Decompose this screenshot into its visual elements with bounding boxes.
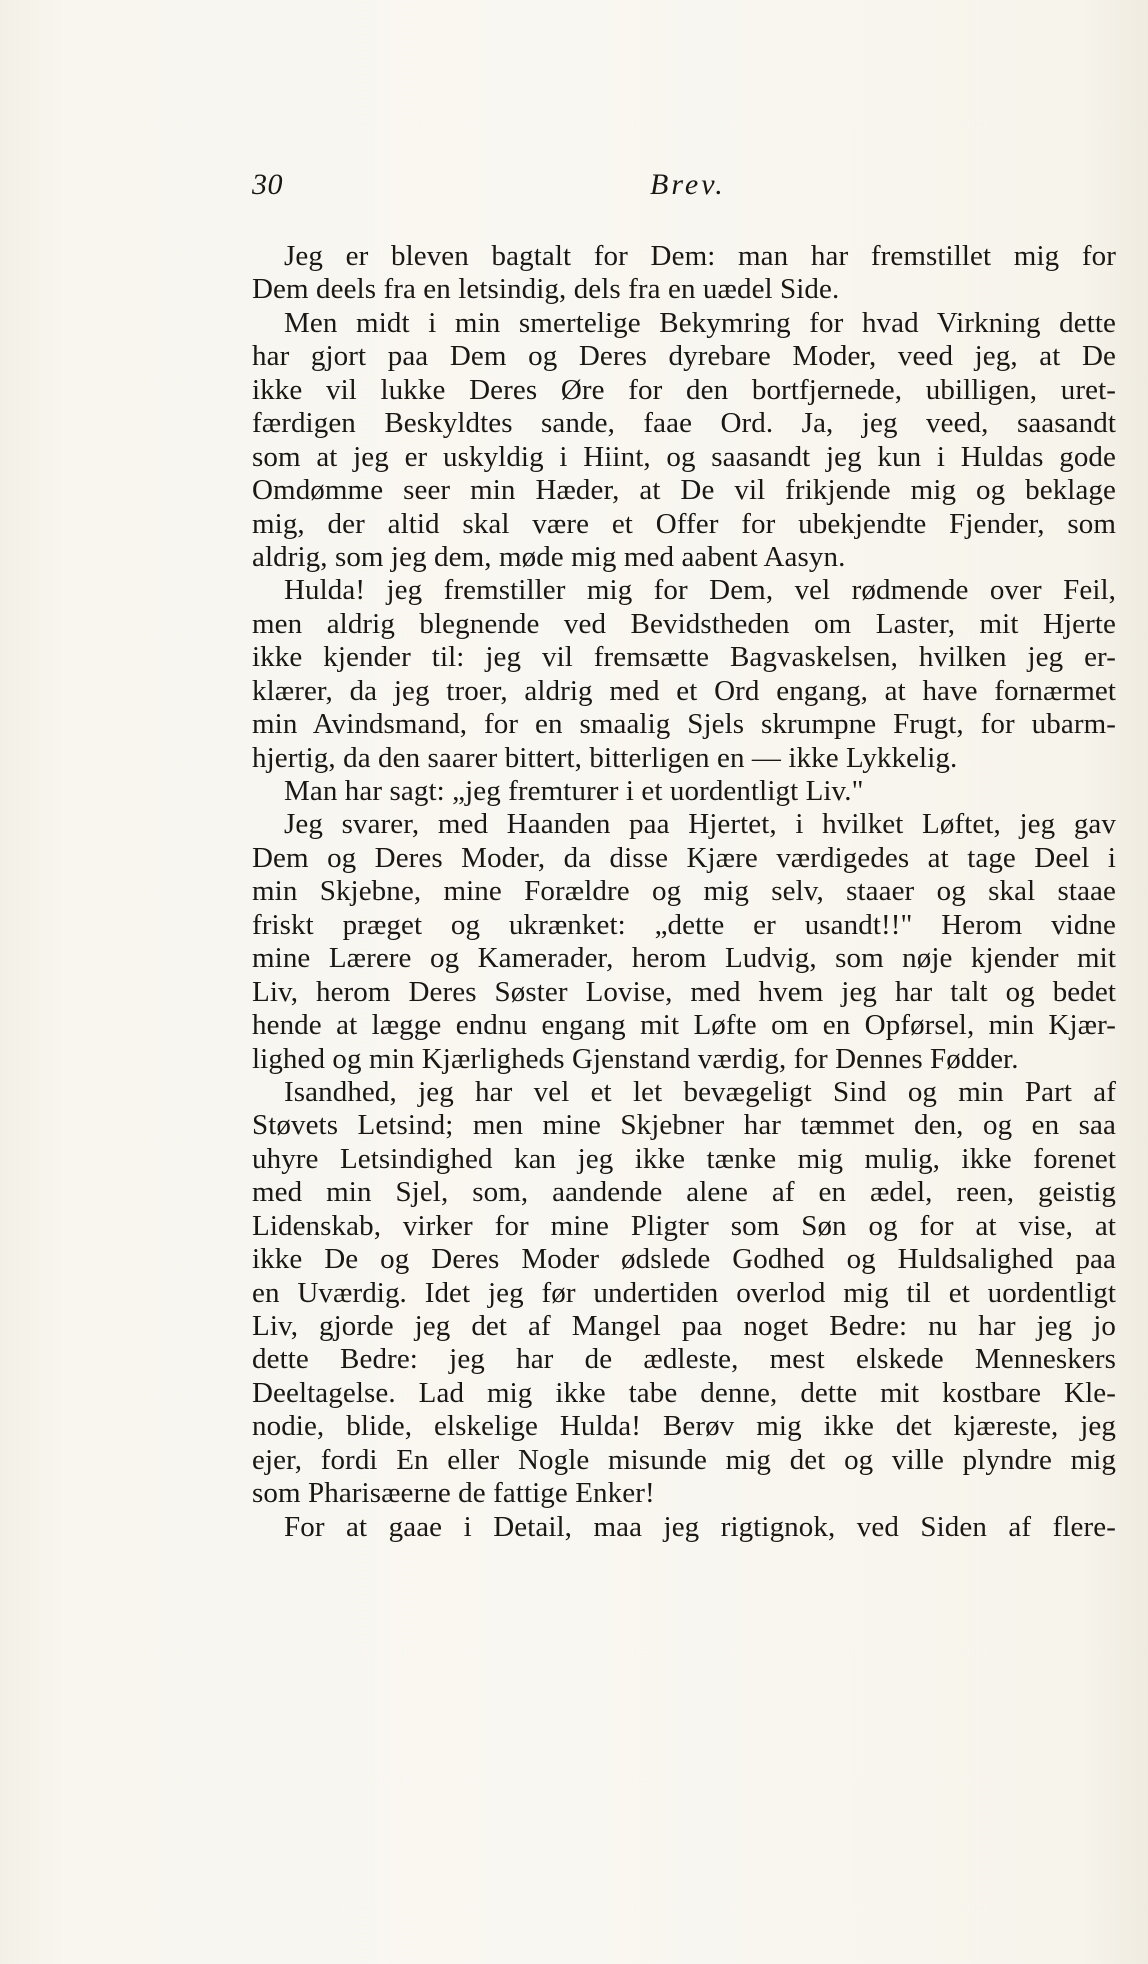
text-line: Støvets Letsind; men mine Skjebner har tæmmet den, og en saa [252,1109,1116,1142]
text-line: Omdømme seer min Hæder, at De vil frikjende mig og beklage [252,474,1116,507]
text-line: Jeg er bleven bagtalt for Dem: man har fremstillet mig for [284,240,1116,272]
text-line: lighed og min Kjærligheds Gjenstand værdig, for Dennes Fødder. [252,1042,1019,1075]
text-line: som Pharisæerne de fattige Enker! [252,1477,655,1510]
text-line: mig, der altid skal være et Offer for ubekjendte Fjender, som [252,507,1116,540]
text-line: som at jeg er uskyldig i Hiint, og saasandt jeg kun i Huldas gode [252,440,1116,473]
text-line: har gjort paa Dem og Deres dyrebare Moder, veed jeg, at De [252,340,1116,373]
text-line: mine Lærere og Kamerader, herom Ludvig, som nøje kjender mit [252,942,1116,975]
text-line: Isandhed, jeg har vel et let bevægeligt Sind og min Part af [284,1075,1116,1108]
text-line: hjertig, da den saarer bittert, bitterligen en — ikke Lykkelig. [252,741,958,774]
text-line: ikke kjender til: jeg vil fremsætte Bagvaskelsen, hvilken jeg er- [252,641,1116,674]
text-line: Deeltagelse. Lad mig ikke tabe denne, dette mit kostbare Kle- [252,1376,1116,1409]
text-line: friskt præget og ukrænket: „dette er usandt!!" Herom vidne [252,908,1116,941]
body-text [252,240,1116,1544]
text-line: nodie, blide, elskelige Hulda! Berøv mig ikke det kjæreste, jeg [252,1410,1116,1443]
text-line: min Avindsmand, for en smaalig Sjels skrumpne Frugt, for ubarm- [252,708,1116,741]
text-line: ikke vil lukke Deres Øre for den bortfjernede, ubilligen, uret- [252,373,1116,406]
text-line: hende at lægge endnu engang mit Løfte om en Opførsel, min Kjær- [252,1009,1116,1042]
text-line: min Skjebne, mine Forældre og mig selv, staaer og skal staae [252,875,1116,908]
text-line: aldrig, som jeg dem, møde mig med aabent Aasyn. [252,540,846,573]
text-line: Lidenskab, virker for mine Pligter som Søn og for at vise, at [252,1209,1116,1242]
text-line: Hulda! jeg fremstiller mig for Dem, vel rødmende over Feil, [284,574,1116,607]
text-line: For at gaae i Detail, maa jeg rigtignok, ved Siden af flere- [284,1510,1116,1543]
text-line: Dem og Deres Moder, da disse Kjære værdigedes at tage Deel i [252,841,1116,874]
text-line: men aldrig blegnende ved Bevidstheden om Laster, mit Hjerte [252,607,1116,640]
text-line: uhyre Letsindighed kan jeg ikke tænke mig mulig, ikke forenet [252,1142,1116,1175]
text-line: færdigen Beskyldtes sande, faae Ord. Ja, jeg veed, saasandt [252,407,1116,440]
text-line: Men midt i min smertelige Bekymring for hvad Virkning dette [284,306,1116,339]
text-line: klærer, da jeg troer, aldrig med et Ord engang, at have fornærmet [252,674,1116,707]
text-line: Liv, gjorde jeg det af Mangel paa noget Bedre: nu har jeg jo [252,1310,1116,1342]
text-line: ikke De og Deres Moder ødslede Godhed og Huldsalighed paa [252,1243,1116,1276]
text-line: en Uværdig. Idet jeg før undertiden overlod mig til et uordentligt [252,1276,1116,1309]
text-line: Man har sagt: „jeg fremturer i et uordentligt Liv." [284,775,864,807]
text-line: Jeg svarer, med Haanden paa Hjertet, i hvilket Løftet, jeg gav [284,808,1116,841]
page-header [252,168,1112,212]
text-line: Dem deels fra en letsindig, dels fra en uædel Side. [252,273,840,306]
text-line: dette Bedre: jeg har de ædleste, mest elskede Menneskers [252,1343,1116,1376]
text-line: med min Sjel, som, aandende alene af en ædel, reen, geistig [252,1176,1116,1209]
running-head: Brev. [650,168,726,201]
text-line: Liv, herom Deres Søster Lovise, med hvem jeg har talt og bedet [252,975,1116,1008]
page-number: 30 [252,168,283,201]
text-line: ejer, fordi En eller Nogle misunde mig det og ville plyndre mig [252,1443,1116,1476]
